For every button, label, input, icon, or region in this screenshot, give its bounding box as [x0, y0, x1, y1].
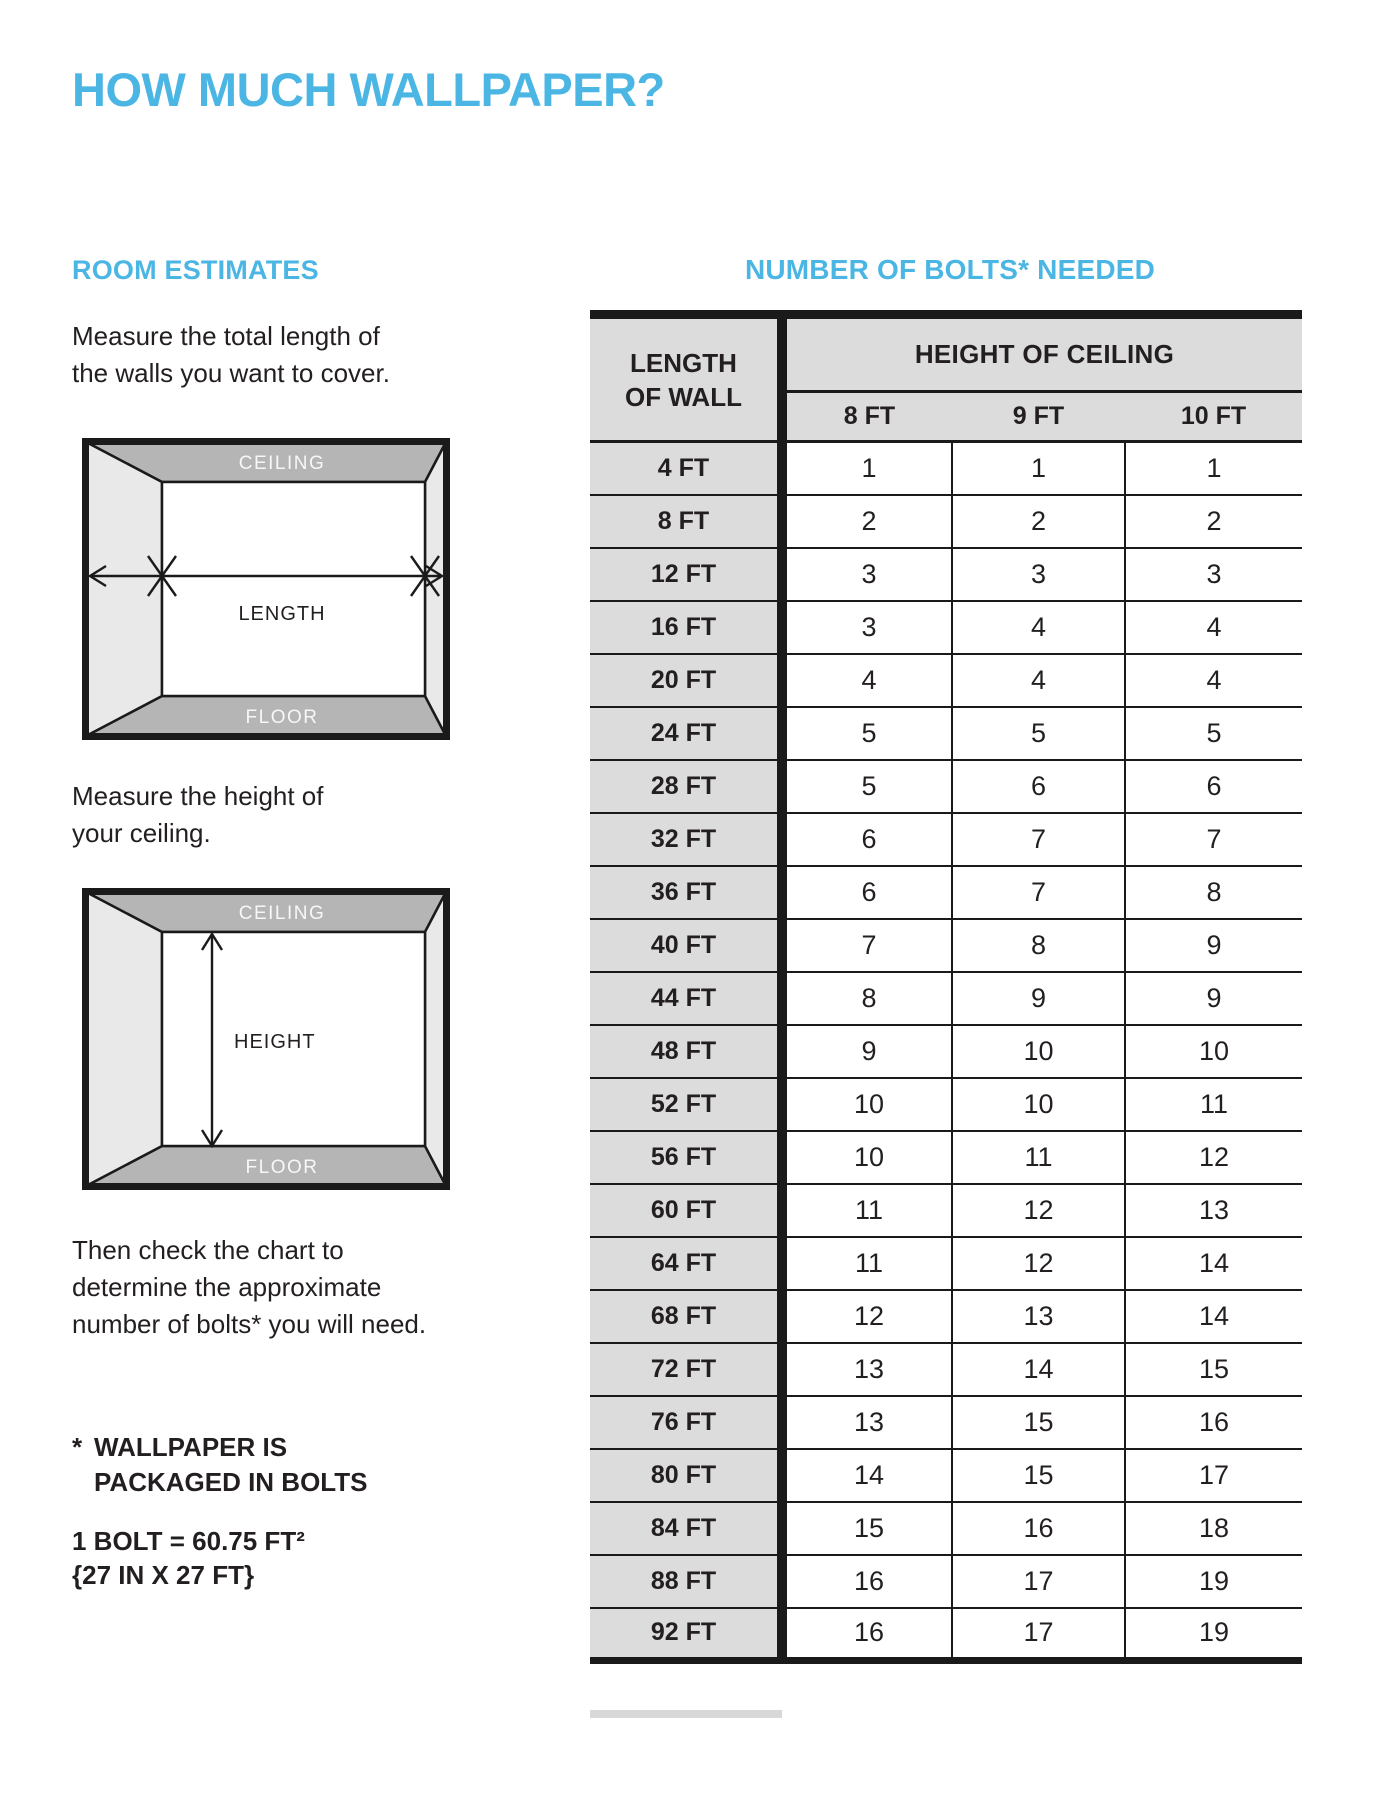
- wall-length-cell: 32 FT: [590, 813, 782, 866]
- bolt-count-cell: 8: [1125, 866, 1302, 919]
- table-row: [590, 1396, 1302, 1449]
- bolt-count-cell: 5: [952, 707, 1125, 760]
- bolt-count-cell: 3: [782, 601, 952, 654]
- wall-length-cell: 88 FT: [590, 1555, 782, 1608]
- table-row: [590, 1131, 1302, 1184]
- bolt-count-cell: 1: [782, 442, 952, 495]
- instruction-check-chart: Then check the chart to determine the approximate number of bolts* you will need.: [72, 1235, 427, 1339]
- table-row: [590, 1290, 1302, 1343]
- bolt-count-cell: 13: [1125, 1184, 1302, 1237]
- wall-length-cell: 64 FT: [590, 1237, 782, 1290]
- instruction-measure-height: Measure the height of your ceiling.: [72, 781, 324, 848]
- bolt-count-cell: 2: [952, 495, 1125, 548]
- wall-length-cell: 80 FT: [590, 1449, 782, 1502]
- bolt-count-cell: 7: [952, 866, 1125, 919]
- bolt-count-cell: 11: [782, 1237, 952, 1290]
- bolt-count-cell: 10: [782, 1078, 952, 1131]
- table-row: [590, 654, 1302, 707]
- wall-length-cell: 68 FT: [590, 1290, 782, 1343]
- bolt-count-cell: 1: [952, 442, 1125, 495]
- bolt-count-cell: 3: [782, 548, 952, 601]
- table-row: [590, 707, 1302, 760]
- wall-length-cell: 24 FT: [590, 707, 782, 760]
- table-row: [590, 972, 1302, 1025]
- table-row: [590, 442, 1302, 495]
- bolt-count-cell: 15: [782, 1502, 952, 1555]
- bolt-count-cell: 13: [782, 1396, 952, 1449]
- bolt-count-cell: 10: [1125, 1025, 1302, 1078]
- room-estimates-heading: ROOM ESTIMATES: [72, 255, 319, 285]
- wall-length-cell: 72 FT: [590, 1343, 782, 1396]
- right-wall-panel: [425, 892, 446, 1186]
- table-row: [590, 1555, 1302, 1608]
- bolt-count-cell: 10: [782, 1131, 952, 1184]
- wall-length-cell: 12 FT: [590, 548, 782, 601]
- bolt-count-cell: 12: [782, 1290, 952, 1343]
- bolt-count-cell: 2: [782, 495, 952, 548]
- bolt-count-cell: 5: [782, 707, 952, 760]
- bolt-count-cell: 6: [782, 866, 952, 919]
- left-wall-panel: [86, 892, 162, 1186]
- instruction-measure-length: Measure the total length of the walls you want to cover.: [72, 321, 390, 388]
- length-label: LENGTH: [238, 603, 326, 625]
- table-row: [590, 1343, 1302, 1396]
- floor-label: FLOOR: [245, 1157, 319, 1178]
- bolt-count-cell: 4: [952, 654, 1125, 707]
- bolt-count-cell: 17: [952, 1608, 1125, 1661]
- ceiling-height-header-10ft: 10 FT: [1125, 392, 1302, 442]
- bolt-size-info: [72, 1524, 305, 1592]
- wall-length-cell: 4 FT: [590, 442, 782, 495]
- table-row: [590, 1449, 1302, 1502]
- ceiling-label: CEILING: [238, 453, 326, 474]
- bolt-count-cell: 7: [782, 919, 952, 972]
- bolt-count-cell: 11: [782, 1184, 952, 1237]
- bolt-count-cell: 9: [1125, 972, 1302, 1025]
- bolt-count-cell: 4: [952, 601, 1125, 654]
- table-header-row: [590, 315, 1302, 392]
- table-row: [590, 1078, 1302, 1131]
- bolt-count-cell: 13: [782, 1343, 952, 1396]
- table-row: [590, 813, 1302, 866]
- bolt-count-cell: 14: [1125, 1290, 1302, 1343]
- bolt-count-cell: 16: [952, 1502, 1125, 1555]
- bolt-count-cell: 4: [782, 654, 952, 707]
- table-footer-strip: [590, 1710, 782, 1718]
- table-row: [590, 495, 1302, 548]
- bolt-count-cell: 15: [1125, 1343, 1302, 1396]
- wall-length-cell: 84 FT: [590, 1502, 782, 1555]
- table-row: [590, 1237, 1302, 1290]
- bolt-count-cell: 2: [1125, 495, 1302, 548]
- bolt-count-cell: 19: [1125, 1608, 1302, 1661]
- bolt-count-cell: 11: [952, 1131, 1125, 1184]
- wall-length-cell: 28 FT: [590, 760, 782, 813]
- table-row: [590, 760, 1302, 813]
- bolt-count-cell: 18: [1125, 1502, 1302, 1555]
- wall-length-cell: 40 FT: [590, 919, 782, 972]
- table-row: [590, 1608, 1302, 1661]
- bolt-count-cell: 6: [1125, 760, 1302, 813]
- bolt-count-cell: 6: [952, 760, 1125, 813]
- column-group-header: HEIGHT OF CEILING: [782, 315, 1302, 392]
- wall-length-cell: 76 FT: [590, 1396, 782, 1449]
- bolt-count-cell: 14: [782, 1449, 952, 1502]
- bolt-count-cell: 14: [952, 1343, 1125, 1396]
- wall-length-cell: 44 FT: [590, 972, 782, 1025]
- bolt-count-cell: 5: [1125, 707, 1302, 760]
- bolts-table: [590, 310, 1302, 1664]
- table-row: [590, 601, 1302, 654]
- bolt-count-cell: 12: [1125, 1131, 1302, 1184]
- wall-length-cell: 48 FT: [590, 1025, 782, 1078]
- bolt-count-cell: 17: [1125, 1449, 1302, 1502]
- bolt-count-cell: 3: [952, 548, 1125, 601]
- table-row: [590, 1025, 1302, 1078]
- wall-length-cell: 36 FT: [590, 866, 782, 919]
- back-wall-panel: [162, 482, 425, 696]
- bolt-count-cell: 12: [952, 1237, 1125, 1290]
- bolts-footnote: [72, 1430, 367, 1500]
- bolt-count-cell: 9: [782, 1025, 952, 1078]
- bolt-equation: 1 BOLT = 60.75 FT²: [72, 1526, 305, 1556]
- room-length-diagram: [82, 438, 450, 740]
- ceiling-label: CEILING: [238, 903, 326, 924]
- table-row: [590, 1184, 1302, 1237]
- table-row: [590, 919, 1302, 972]
- bolt-count-cell: 10: [952, 1025, 1125, 1078]
- wall-length-cell: 8 FT: [590, 495, 782, 548]
- bolt-count-cell: 3: [1125, 548, 1302, 601]
- wall-length-cell: 56 FT: [590, 1131, 782, 1184]
- table-row: [590, 548, 1302, 601]
- floor-label: FLOOR: [245, 707, 319, 728]
- bolt-count-cell: 14: [1125, 1237, 1302, 1290]
- ceiling-height-header-9ft: 9 FT: [952, 392, 1125, 442]
- bolt-count-cell: 16: [782, 1608, 952, 1661]
- row-axis-header: LENGTH OF WALL: [590, 315, 782, 442]
- page-title: HOW MUCH WALLPAPER?: [72, 63, 665, 116]
- wall-length-cell: 16 FT: [590, 601, 782, 654]
- bolt-count-cell: 13: [952, 1290, 1125, 1343]
- bolt-count-cell: 9: [952, 972, 1125, 1025]
- room-height-diagram: [82, 888, 450, 1190]
- bolt-count-cell: 9: [1125, 919, 1302, 972]
- wall-length-cell: 92 FT: [590, 1608, 782, 1661]
- bolt-count-cell: 12: [952, 1184, 1125, 1237]
- bolts-table-body: [590, 442, 1302, 1661]
- bolt-count-cell: 8: [952, 919, 1125, 972]
- bolt-count-cell: 17: [952, 1555, 1125, 1608]
- bolt-count-cell: 7: [952, 813, 1125, 866]
- bolt-count-cell: 10: [952, 1078, 1125, 1131]
- wall-length-cell: 52 FT: [590, 1078, 782, 1131]
- bolt-count-cell: 16: [1125, 1396, 1302, 1449]
- bolt-count-cell: 4: [1125, 601, 1302, 654]
- wall-length-cell: 20 FT: [590, 654, 782, 707]
- wall-length-cell: 60 FT: [590, 1184, 782, 1237]
- bolt-count-cell: 15: [952, 1449, 1125, 1502]
- bolt-count-cell: 16: [782, 1555, 952, 1608]
- bolts-table-heading: NUMBER OF BOLTS* NEEDED: [744, 254, 1156, 285]
- bolt-count-cell: 19: [1125, 1555, 1302, 1608]
- bolt-dimensions: {27 IN X 27 FT}: [72, 1560, 255, 1590]
- asterisk-marker: *: [72, 1432, 83, 1462]
- height-label: HEIGHT: [234, 1031, 316, 1053]
- table-row: [590, 1502, 1302, 1555]
- bolt-count-cell: 4: [1125, 654, 1302, 707]
- bolt-count-cell: 8: [782, 972, 952, 1025]
- bolt-count-cell: 7: [1125, 813, 1302, 866]
- table-row: [590, 866, 1302, 919]
- bolt-count-cell: 15: [952, 1396, 1125, 1449]
- bolt-count-cell: 5: [782, 760, 952, 813]
- bolt-count-cell: 6: [782, 813, 952, 866]
- bolts-footnote-text: WALLPAPER IS PACKAGED IN BOLTS: [94, 1432, 368, 1497]
- bolt-count-cell: 1: [1125, 442, 1302, 495]
- ceiling-height-header-8ft: 8 FT: [782, 392, 952, 442]
- left-wall-panel: [86, 442, 162, 736]
- bolt-count-cell: 11: [1125, 1078, 1302, 1131]
